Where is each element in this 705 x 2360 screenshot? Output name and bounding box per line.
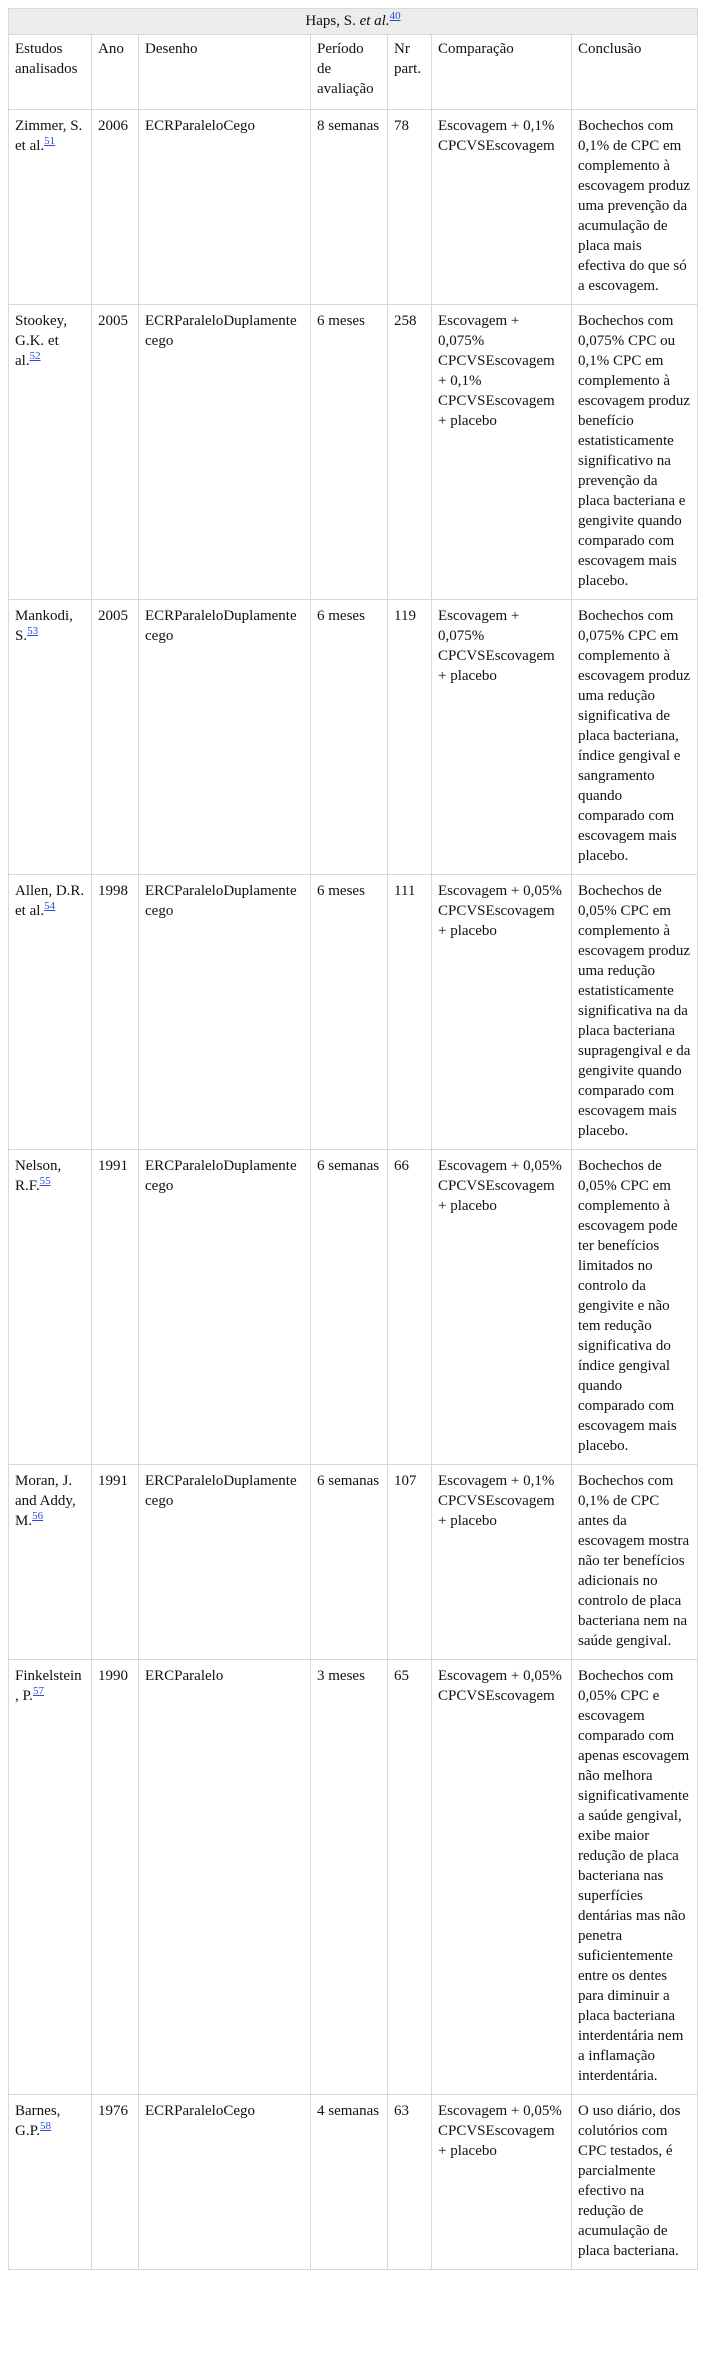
cell-conclusion: Bochechos com 0,075% CPC em complemento à escovagem produz uma redução significativa de placa bacteriana, índice gengival e sangramento quando comparado com escovagem mais placebo.	[572, 600, 698, 875]
study-name: Finkelstein, P.	[15, 1668, 82, 1704]
cell-period: 6 semanas	[311, 1150, 388, 1465]
table-body	[9, 110, 698, 2270]
cell-study	[9, 600, 92, 875]
study-ref-link[interactable]: 56	[32, 1510, 44, 1522]
cell-year: 1991	[92, 1465, 139, 1660]
cell-year: 1998	[92, 875, 139, 1150]
cell-conclusion: Bochechos com 0,1% de CPC antes da escovagem mostra não ter benefícios adicionais no controlo de placa bacteriana nem na saúde gengival.	[572, 1465, 698, 1660]
cell-period: 3 meses	[311, 1660, 388, 2095]
study-ref-link[interactable]: 52	[29, 350, 41, 362]
cell-period: 6 meses	[311, 875, 388, 1150]
cell-period: 6 semanas	[311, 1465, 388, 1660]
cell-comparison: Escovagem + 0,05% CPCVSEscovagem + placebo	[432, 1150, 572, 1465]
cell-study	[9, 1465, 92, 1660]
cell-comparison: Escovagem + 0,05% CPCVSEscovagem + placebo	[432, 875, 572, 1150]
cell-conclusion: Bochechos de 0,05% CPC em complemento à escovagem pode ter benefícios limitados no controlo da gengivite e não tem redução significativa do índice gengival quando comparado com escovagem mais placebo.	[572, 1150, 698, 1465]
cell-year: 1976	[92, 2095, 139, 2270]
table-row	[9, 1465, 698, 1660]
cell-comparison: Escovagem + 0,05% CPCVSEscovagem + placebo	[432, 2095, 572, 2270]
cell-participants: 258	[388, 305, 432, 600]
cell-participants: 119	[388, 600, 432, 875]
cell-conclusion: O uso diário, dos colutórios com CPC testados, é parcialmente efectivo na redução de acumulação de placa bacteriana.	[572, 2095, 698, 2270]
table-row	[9, 1150, 698, 1465]
studies-table	[8, 8, 698, 2270]
cell-participants: 107	[388, 1465, 432, 1660]
header-period: Período de avaliação	[311, 35, 388, 110]
study-name: Nelson, R.F.	[15, 1158, 62, 1194]
cell-year: 2006	[92, 110, 139, 305]
cell-period: 4 semanas	[311, 2095, 388, 2270]
cell-participants: 63	[388, 2095, 432, 2270]
table-row	[9, 305, 698, 600]
header-year: Ano	[92, 35, 139, 110]
cell-period: 6 meses	[311, 305, 388, 600]
cell-design: ECRParaleloDuplamente cego	[139, 600, 311, 875]
cell-conclusion: Bochechos com 0,075% CPC ou 0,1% CPC em complemento à escovagem produz benefício estatisticamente significativo na prevenção da placa bacteriana e gengivite quando comparado com escovagem mais placebo.	[572, 305, 698, 600]
cell-design: ECRParaleloCego	[139, 110, 311, 305]
caption-author: Haps, S.	[305, 13, 356, 29]
cell-study	[9, 110, 92, 305]
study-name: Allen, D.R. et al.	[15, 883, 85, 919]
cell-design: ERCParaleloDuplamente cego	[139, 1150, 311, 1465]
study-ref-link[interactable]: 55	[39, 1175, 51, 1187]
cell-study	[9, 2095, 92, 2270]
table-caption-row	[9, 9, 698, 35]
study-ref-link[interactable]: 53	[27, 625, 39, 637]
study-name: Mankodi, S.	[15, 608, 73, 644]
cell-participants: 78	[388, 110, 432, 305]
study-name: Barnes, G.P.	[15, 2103, 61, 2139]
study-ref-link[interactable]: 58	[40, 2120, 52, 2132]
table-row	[9, 2095, 698, 2270]
study-name: Zimmer, S. et al.	[15, 118, 83, 154]
header-comparison: Comparação	[432, 35, 572, 110]
cell-study	[9, 1150, 92, 1465]
cell-comparison: Escovagem + 0,1% CPCVSEscovagem + placebo	[432, 1465, 572, 1660]
cell-comparison: Escovagem + 0,075% CPCVSEscovagem + 0,1% CPCVSEscovagem + placebo	[432, 305, 572, 600]
cell-comparison: Escovagem + 0,075% CPCVSEscovagem + placebo	[432, 600, 572, 875]
cell-year: 2005	[92, 600, 139, 875]
study-ref-link[interactable]: 54	[44, 900, 56, 912]
cell-participants: 65	[388, 1660, 432, 2095]
study-name: Stookey, G.K. et al.	[15, 313, 67, 369]
table-row	[9, 1660, 698, 2095]
cell-design: ERCParaleloDuplamente cego	[139, 1465, 311, 1660]
cell-study	[9, 305, 92, 600]
study-ref-link[interactable]: 57	[32, 1685, 44, 1697]
cell-year: 2005	[92, 305, 139, 600]
cell-year: 1990	[92, 1660, 139, 2095]
header-studies: Estudos analisados	[9, 35, 92, 110]
cell-participants: 66	[388, 1150, 432, 1465]
header-participants: Nr part.	[388, 35, 432, 110]
cell-conclusion: Bochechos de 0,05% CPC em complemento à escovagem produz uma redução estatisticamente significativa na da placa bacteriana supragengival e da gengivite quando comparado com escovagem mais placebo.	[572, 875, 698, 1150]
table-header-row	[9, 35, 698, 110]
cell-design: ECRParaleloDuplamente cego	[139, 305, 311, 600]
cell-period: 8 semanas	[311, 110, 388, 305]
cell-study	[9, 1660, 92, 2095]
study-name: Moran, J. and Addy, M.	[15, 1473, 76, 1529]
cell-participants: 111	[388, 875, 432, 1150]
table-row	[9, 110, 698, 305]
cell-design: ERCParaleloDuplamente cego	[139, 875, 311, 1150]
cell-study	[9, 875, 92, 1150]
cell-comparison: Escovagem + 0,1% CPCVSEscovagem	[432, 110, 572, 305]
table-caption	[9, 9, 698, 35]
cell-design: ECRParaleloCego	[139, 2095, 311, 2270]
table-row	[9, 600, 698, 875]
study-ref-link[interactable]: 51	[44, 135, 56, 147]
header-design: Desenho	[139, 35, 311, 110]
cell-conclusion: Bochechos com 0,1% de CPC em complemento à escovagem produz uma prevenção da acumulação de placa mais efectiva do que só a escovagem.	[572, 110, 698, 305]
cell-period: 6 meses	[311, 600, 388, 875]
caption-etal: et al.	[359, 13, 390, 29]
cell-year: 1991	[92, 1150, 139, 1465]
table-row	[9, 875, 698, 1150]
cell-comparison: Escovagem + 0,05% CPCVSEscovagem	[432, 1660, 572, 2095]
cell-design: ERCParalelo	[139, 1660, 311, 2095]
header-conclusion: Conclusão	[572, 35, 698, 110]
caption-ref-link[interactable]: 40	[389, 10, 401, 22]
cell-conclusion: Bochechos com 0,05% CPC e escovagem comparado com apenas escovagem não melhora significativamente a saúde gengival, exibe maior redução de placa bacteriana nas superfícies dentárias mas não penetra suficientemente entre os dentes para diminuir a placa bacteriana interdentária nem a inflamação interdentária.	[572, 1660, 698, 2095]
